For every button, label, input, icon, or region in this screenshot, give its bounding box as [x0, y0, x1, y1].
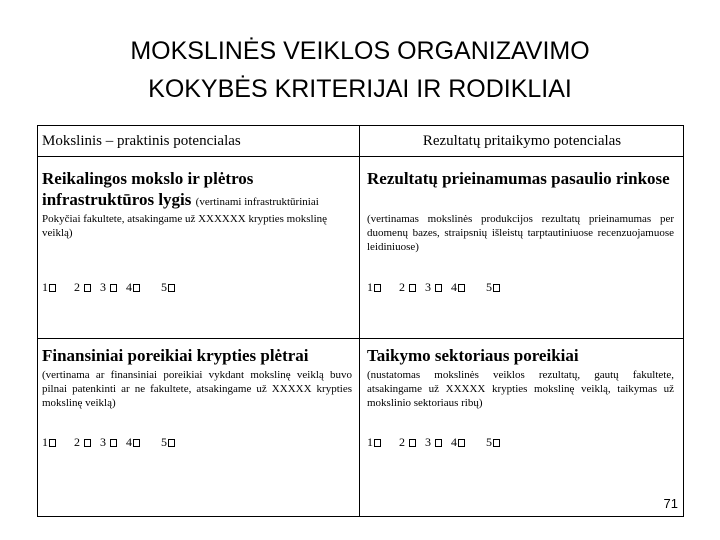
rating-1[interactable]: 1 [42, 280, 56, 294]
rating-5[interactable]: 5 [486, 435, 500, 449]
criterion-3-rating-scale [42, 435, 175, 449]
checkbox-icon [493, 439, 500, 447]
criterion-2-description: (vertinamas mokslinės produkcijos rezultatų prieinamumas per duomenų bazes, straipsnių išleistų tarptautiniuose recenzuojamuose leidiniuose) [367, 213, 674, 253]
page-number: 71 [663, 496, 678, 511]
criterion-3-title: Finansiniai poreikiai krypties plėtrai [42, 346, 309, 365]
checkbox-icon [110, 284, 117, 292]
rating-5[interactable]: 5 [486, 280, 500, 294]
checkbox-icon [458, 439, 465, 447]
checkbox-icon [84, 439, 91, 447]
criterion-1-title-note: (vertinami infrastruktūriniai [195, 196, 319, 208]
rating-1[interactable]: 1 [367, 280, 381, 294]
checkbox-icon [409, 439, 416, 447]
rating-3[interactable]: 3 [425, 280, 442, 294]
checkbox-icon [168, 439, 175, 447]
title-line-1: MOKSLINĖS VEIKLOS ORGANIZAVIMO [130, 37, 590, 65]
checkbox-icon [110, 439, 117, 447]
rating-3[interactable]: 3 [100, 280, 117, 294]
checkbox-icon [458, 284, 465, 292]
checkbox-icon [374, 284, 381, 292]
checkbox-icon [435, 439, 442, 447]
checkbox-icon [133, 439, 140, 447]
title-line-2: KOKYBĖS KRITERIJAI IR RODIKLIAI [148, 75, 572, 103]
left-column-header: Mokslinis – praktinis potencialas [42, 133, 241, 149]
checkbox-icon [168, 284, 175, 292]
right-column-header: Rezultatų pritaikymo potencialas [422, 133, 622, 149]
criterion-4-rating-scale [367, 435, 500, 449]
criterion-1-description: Pokyčiai fakultete, atsakingame už XXXXXX krypties mokslinę veiklą) [42, 213, 328, 239]
rating-4[interactable]: 4 [451, 435, 465, 449]
rating-5[interactable]: 5 [161, 280, 175, 294]
rating-4[interactable]: 4 [126, 435, 140, 449]
header-divider [37, 156, 684, 157]
rating-1[interactable]: 1 [367, 435, 381, 449]
rating-2[interactable]: 2 [74, 435, 91, 449]
checkbox-icon [133, 284, 140, 292]
rating-5[interactable]: 5 [161, 435, 175, 449]
criterion-2-rating-scale [367, 280, 500, 294]
rating-3[interactable]: 3 [425, 435, 442, 449]
criterion-1-title-text: Reikalingos mokslo ir plėtros infrastruktūros lygis [42, 169, 254, 209]
checkbox-icon [49, 439, 56, 447]
criterion-3-description: (vertinama ar finansiniai poreikiai vykdant mokslinę veiklą buvo pilnai patenkinti ar ne fakultete, atsakingame už XXXXX krypties mokslinę veiklą) [42, 369, 352, 409]
checkbox-icon [374, 439, 381, 447]
rating-4[interactable]: 4 [126, 280, 140, 294]
column-divider [359, 125, 360, 517]
rating-2[interactable]: 2 [399, 435, 416, 449]
slide-title [0, 32, 720, 108]
checkbox-icon [84, 284, 91, 292]
row-divider [37, 338, 684, 339]
criterion-4-title: Taikymo sektoriaus poreikiai [367, 346, 579, 365]
checkbox-icon [49, 284, 56, 292]
rating-2[interactable]: 2 [74, 280, 91, 294]
rating-4[interactable]: 4 [451, 280, 465, 294]
criterion-1-rating-scale [42, 280, 175, 294]
rating-2[interactable]: 2 [399, 280, 416, 294]
rating-3[interactable]: 3 [100, 435, 117, 449]
rating-1[interactable]: 1 [42, 435, 56, 449]
checkbox-icon [493, 284, 500, 292]
criterion-1-title [42, 168, 354, 213]
checkbox-icon [435, 284, 442, 292]
criterion-2-title: Rezultatų prieinamumas pasaulio rinkose [367, 169, 670, 188]
criterion-4-description: (nustatomas mokslinės veiklos rezultatų, gautų fakultete, atsakingame už XXXXX krypties mokslinę veiklą, taikymas už mokslinio sektoriaus ribų) [367, 369, 674, 409]
checkbox-icon [409, 284, 416, 292]
